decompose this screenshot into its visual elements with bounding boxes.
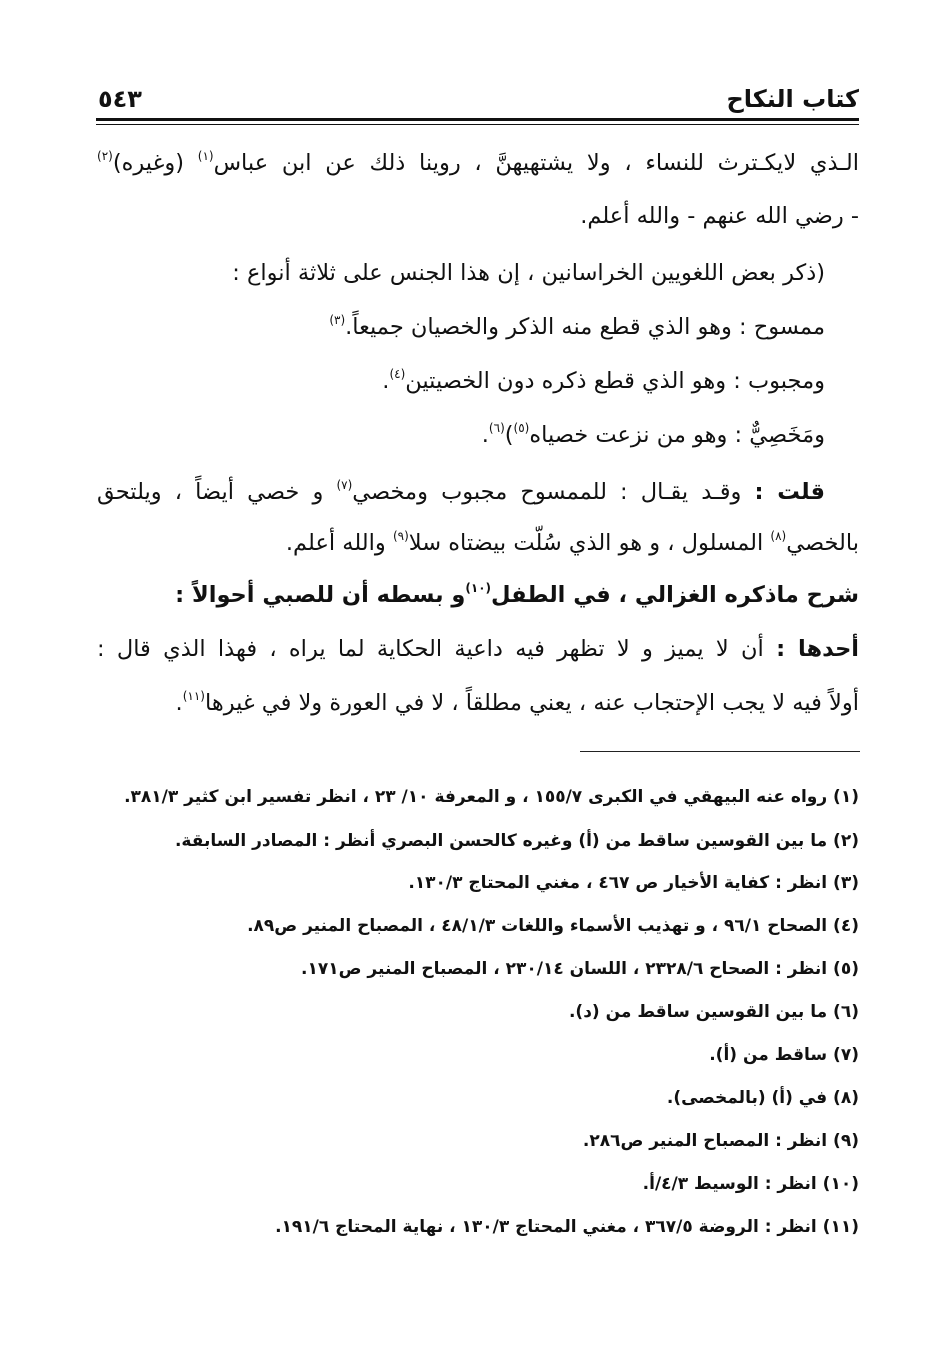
footnote-ref[interactable]: (١٠) [465,581,492,595]
page-number: ٥٤٣ [98,85,142,113]
header-rule-thick [96,118,859,121]
footnote-ref[interactable]: (٥) [513,421,530,435]
footnote-ref[interactable]: (٧) [336,478,353,492]
footnote-10: (١٠) انظر : الوسيط ٤/٣/أ. [642,1174,859,1194]
footnote-ref[interactable]: (٦) [488,421,505,435]
footnote-4: (٤) الصحاح ٩٦/١ ، و تهذيب الأسماء واللغات ٤٨/١/٣ ، المصباح المنير ص٨٩. [247,916,859,936]
chapter-title: كتاب النكاح [726,85,859,113]
body-line-6: ومَخَصِيٌّ : وهو من نزعت خصياه$^{(٥)}$)$^{(٦)}$. [481,421,825,448]
footnote-2: (٢) ما بين القوسين ساقط من (أ) وغيره كالحسن البصري أنظر : المصادر السابقة. [174,831,859,851]
footnote-ref[interactable]: (١١) [182,689,205,703]
body-line-11: أولاً فيه لا يجب الإحتجاب عنه ، يعني مطلقاً ، لا في العورة ولا في غيرها$^{(١١)}$. [175,689,859,716]
body-line-8: بالخصي$^{(٨)}$ المسلول ، و هو الذي سُلّت بيضتاه سلا$^{(٩)}$ والله أعلم. [285,529,859,556]
body-line-7: قلت : وقـد يقـال : للممسوح مجبوب ومخصي$^{(٧)}$ و خصي أيضاً ، ويلتحق [97,478,825,505]
footnote-separator [580,751,860,752]
footnote-7: (٧) ساقط من (أ). [709,1045,859,1065]
footnote-ref[interactable]: (٣) [329,313,346,327]
item-label: أحدها : [776,636,859,662]
section-heading: شرح ماذكره الغزالي ، في الطفل$^{(١٠)}$و بسطه أن للصبي أحوالاً : [175,581,859,608]
body-line-10: أحدها : أن لا يميز و لا تظهر فيه داعية الحكاية لما يراه ، فهذا الذي قال : [97,636,859,662]
footnote-3: (٣) انظر : كفاية الأخيار ص ٤٦٧ ، مغني المحتاج ١٣٠/٣. [408,873,859,893]
footnote-8: (٨) في (أ) (بالمخصى). [666,1088,859,1108]
footnote-1: (١) رواه عنه البيهقي في الكبرى ١٥٥/٧ ، و المعرفة ١٠/ ٢٣ ، انظر تفسير ابن كثير ٣٨١/٣. [124,787,859,807]
footnote-11: (١١) انظر : الروضة ٣٦٧/٥ ، مغني المحتاج ١٣٠/٣ ، نهاية المحتاج ١٩١/٦. [275,1217,859,1237]
footnote-9: (٩) انظر : المصباح المنير ص٢٨٦. [582,1131,859,1151]
footnote-ref[interactable]: (٤) [389,367,406,381]
footnote-ref[interactable]: (٩) [392,529,409,543]
header-rule-thin [96,124,859,125]
footnote-5: (٥) انظر : الصحاح ٢٣٢٨/٦ ، اللسان ٢٣٠/١٤ ، المصباح المنير ص١٧١. [301,959,859,979]
footnote-ref[interactable]: (٨) [770,529,787,543]
body-line-4: ممسوح : وهو الذي قطع منه الذكر والخصيان جميعاً.$^{(٣)}$ [329,313,825,340]
body-line-1: الـذي لايكـترث للنساء ، ولا يشتهيهنَّ ، روينا ذلك عن ابن عباس$^{(١)}$ (وغيره)$^{(٢)}$ [97,149,859,176]
body-line-5: ومجبوب : وهو الذي قطع ذكره دون الخصيتين$^{(٤)}$. [382,367,825,394]
footnote-ref[interactable]: (٢) [97,149,113,163]
footnote-6: (٦) ما بين القوسين ساقط من (د). [568,1002,859,1022]
body-line-2: - رضي الله عنهم - والله أعلم. [580,203,859,229]
footnote-ref[interactable]: (١) [197,149,214,163]
body-line-3: (ذكر بعض اللغويين الخراسانين ، إن هذا الجنس على ثلاثة أنواع : [232,260,825,286]
note-label: قلت : [754,479,825,505]
